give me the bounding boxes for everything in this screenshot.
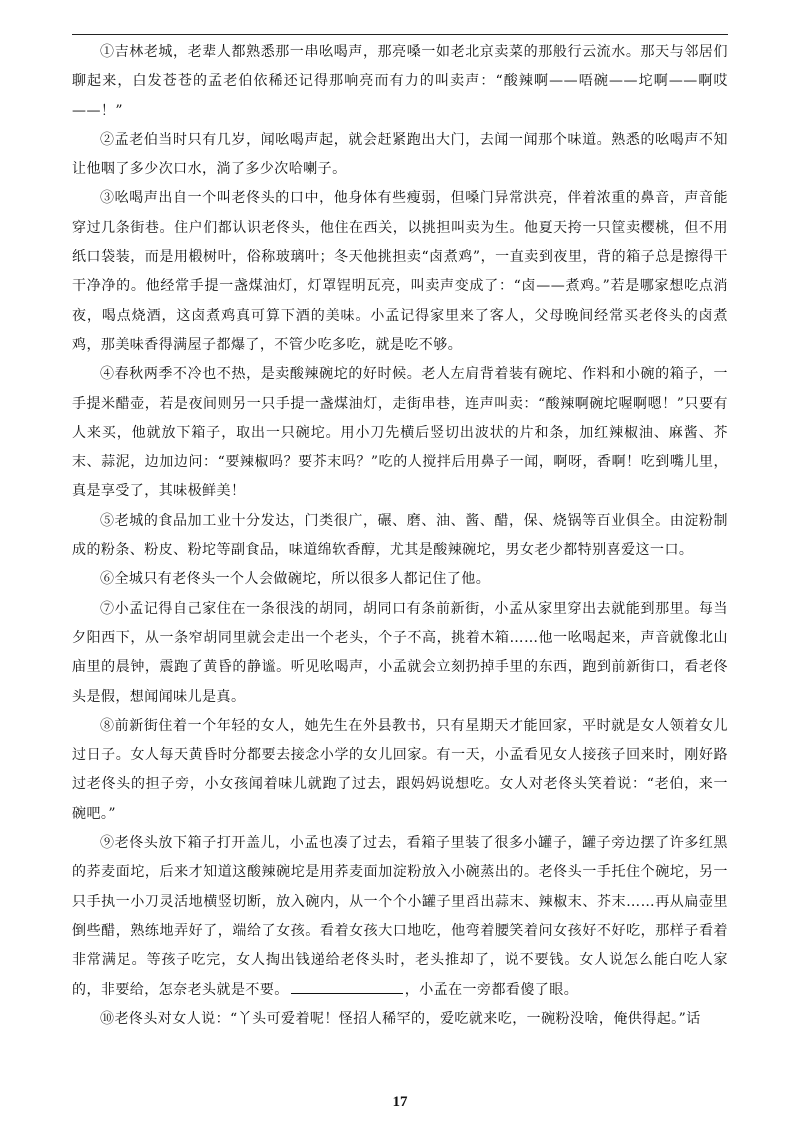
paragraph-10: ⑩老佟头对女人说：“丫头可爱着呢！怪招人稀罕的，爱吃就来吃，一碗粉没啥，俺供得起。”话 <box>100 1010 701 1027</box>
article-body <box>72 38 728 1034</box>
paragraph-7: ⑦小孟记得自己家住在一条很浅的胡同，胡同口有条前新街，小孟从家里穿出去就能到那里。每当夕阳西下，从一条窄胡同里就会走出一个老头，个子不高，挑着木箱……他一吆喝起来，声音就像北山庙里的晨钟，震跑了黄昏的静谧。听见吆喝声，小孟就会立刻扔掉手里的东西，跑到前新街口，看老佟头是假，想闻闻味儿是真。 <box>72 600 728 705</box>
header-rule <box>72 34 728 35</box>
paragraph-9-tail: ，小孟在一旁都看傻了眼。 <box>404 981 579 998</box>
paragraph-1: ①吉林老城，老辈人都熟悉那一串吆喝声，那亮嗓一如老北京卖菜的那般行云流水。那天与邻居们聊起来，白发苍苍的孟老伯依稀还记得那响亮而有力的叫卖声：“酸辣啊——唔碗——坨啊——啊哎——！” <box>72 44 728 119</box>
paragraph-2: ②孟老伯当时只有几岁，闻吆喝声起，就会赶紧跑出大门，去闻一闻那个味道。熟悉的吆喝声不知让他咽了多少次口水，淌了多少次哈喇子。 <box>72 131 728 178</box>
answer-blank[interactable] <box>291 979 403 994</box>
paragraph-9 <box>72 829 728 1005</box>
paragraph-8: ⑧前新街住着一个年轻的女人，她先生在外县教书，只有星期天才能回家，平时就是女人领着女儿过日子。女人每天黄昏时分都要去接念小学的女儿回家。有一天，小孟看见女人接孩子回来时，刚好路过老佟头的担子旁，小女孩闻着味儿就跑了过去，跟妈妈说想吃。女人对老佟头笑着说：“老伯，来一碗吧。” <box>72 717 728 822</box>
paragraph-3: ③吆喝声出自一个叫老佟头的口中，他身体有些瘦弱，但嗓门异常洪亮，伴着浓重的鼻音，声音能穿过几条街巷。住户们都认识老佟头，他住在西关，以挑担叫卖为生。他夏天挎一只筐卖樱桃，但不用纸口袋装，而是用椴树叶，俗称玻璃叶；冬天他挑担卖“卤煮鸡”，一直卖到夜里，背的箱子总是擦得干干净净的。他经常手提一盏煤油灯，灯罩锃明瓦亮，叫卖声变成了：“卤——煮鸡。”若是哪家想吃点消夜，喝点烧酒，这卤煮鸡真可算下酒的美味。小孟记得家里来了客人，父母晚间经常买老佟头的卤煮鸡，那美味香得满屋子都爆了，不管少吃多吃，就是吃不够。 <box>72 190 728 353</box>
paragraph-5: ⑤老城的食品加工业十分发达，门类很广，碾、磨、油、酱、醋，保、烧锅等百业俱全。由淀粉制成的粉条、粉皮、粉坨等副食品，味道绵软香醇，尤其是酸辣碗坨，男女老少都特别喜爱这一口。 <box>72 512 728 559</box>
page-number: 17 <box>392 1094 408 1110</box>
paragraph-6: ⑥全城只有老佟头一个人会做碗坨，所以很多人都记住了他。 <box>100 571 491 588</box>
paragraph-9-text: ⑨老佟头放下箱子打开盖儿，小孟也凑了过去，看箱子里装了很多小罐子，罐子旁边摆了许多红黑的荞麦面坨，后来才知道这酸辣碗坨是用荞麦面加淀粉放入小碗蒸出的。老佟头一手托住个碗坨，另一只手执一小刀灵活地横竖切断，放入碗内，从一个个小罐子里舀出蒜末、辣椒末、芥末……再从扁壶里倒些醋，熟练地弄好了，端给了女孩。看着女孩大口地吃，他弯着腰笑着问女孩好不好吃，那样子看着非常满足。等孩子吃完，女人掏出钱递给老佟头时，老头推却了，说不要钱。女人说怎么能白吃人家的，非要给，怎奈老头就是不要。 <box>72 835 728 998</box>
paragraph-4: ④春秋两季不冷也不热，是卖酸辣碗坨的好时候。老人左肩背着装有碗坨、作料和小碗的箱子，一手提米醋壶，若是夜间则另一只手提一盏煤油灯，走街串巷，连声叫卖：“酸辣啊碗坨喔啊嗯！”只要有人来买，他就放下箱子，取出一只碗坨。用小刀先横后竖切出波状的片和条，加红辣椒油、麻酱、芥末、蒜泥，边加边问：“要辣椒吗？要芥末吗？”吃的人搅拌后用鼻子一闻，啊呀，香啊！吃到嘴儿里，真是享受了，其味极鲜美！ <box>72 366 728 500</box>
